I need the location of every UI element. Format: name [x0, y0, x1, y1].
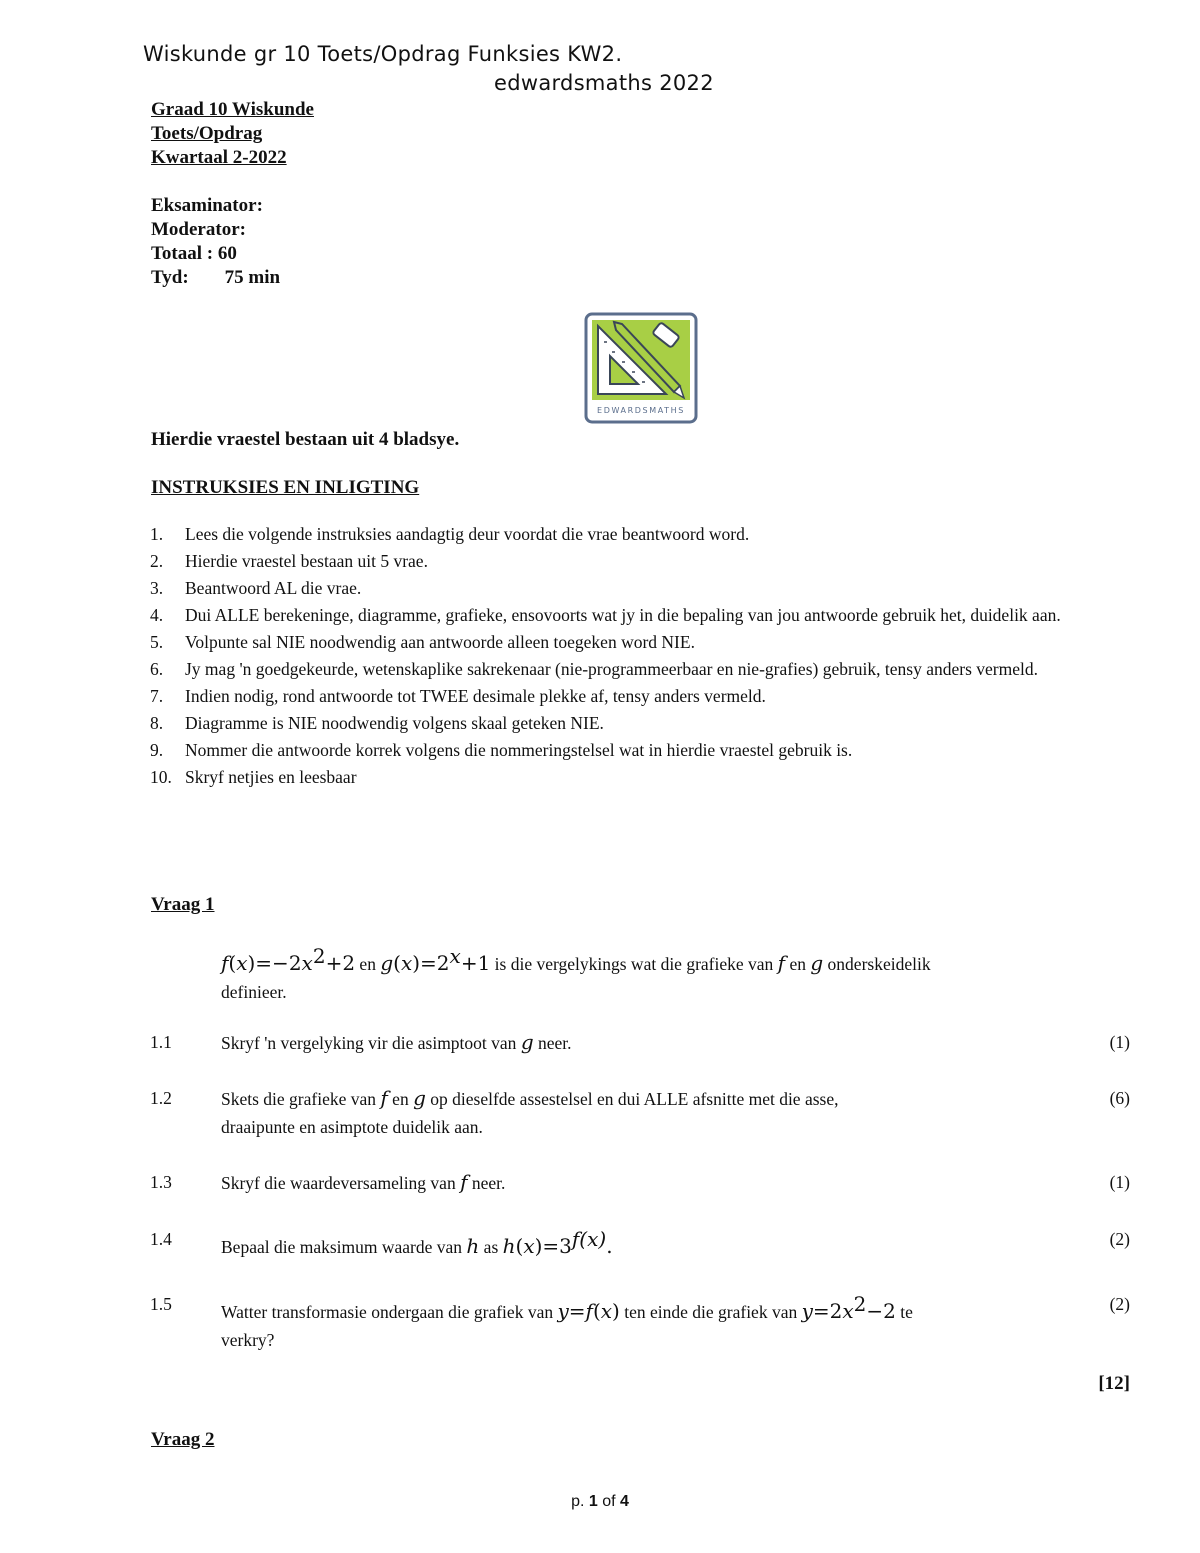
question1-total: [12]: [1098, 1373, 1130, 1394]
logo-text: EDWARDSMATHS: [597, 406, 685, 415]
formula-f: f: [221, 950, 229, 975]
running-header-title: Wiskunde gr 10 Toets/Opdrag Funksies KW2.: [143, 42, 623, 66]
current-page: 1: [588, 1493, 598, 1510]
question2-heading: Vraag 2: [151, 1429, 215, 1450]
marks: (2): [1109, 1294, 1130, 1314]
title-line-type: Toets/Opdrag: [151, 123, 263, 144]
page-footer: p. 1 of 4: [571, 1493, 629, 1510]
total-marks: Totaal : 60: [151, 243, 237, 264]
instruction-item: 6. Jy mag 'n goedgekeurde, wetenskaplike sakrekenaar (nie-programmeerbaar en nie-grafies) gebruik, tensy anders vermeld.: [150, 659, 1038, 679]
time-value: 75 min: [224, 267, 281, 288]
marks: (6): [1109, 1088, 1130, 1108]
instruction-item: 2. Hierdie vraestel bestaan uit 5 vrae.: [150, 551, 428, 571]
time-label: Tyd:: [151, 267, 189, 288]
instruction-item: 1. Lees die volgende instruksies aandagtig deur voordat die vrae beantwoord word.: [150, 524, 750, 544]
instruction-item: 3. Beantwoord AL die vrae.: [150, 578, 362, 598]
instruction-item: 7. Indien nodig, rond antwoorde tot TWEE desimale plekke af, tensy anders vermeld.: [150, 686, 766, 706]
marks: (1): [1109, 1172, 1130, 1192]
moderator-label: Moderator:: [151, 219, 246, 240]
title-block: [151, 98, 314, 170]
question1-heading: Vraag 1: [151, 894, 215, 915]
title-line-grade: Graad 10 Wiskunde: [151, 99, 314, 120]
time-row: [151, 266, 280, 290]
marks: (2): [1109, 1229, 1130, 1249]
instruction-item: 8. Diagramme is NIE noodwendig volgens skaal geteken NIE.: [150, 713, 604, 733]
instructions-heading: INSTRUKSIES EN INLIGTING: [151, 477, 420, 498]
instruction-item: 10. Skryf netjies en leesbaar: [150, 767, 357, 787]
instruction-item: 4. Dui ALLE berekeninge, diagramme, grafieke, ensovoorts wat jy in die bepaling van jou antwoorde gebruik het, duidelik aan.: [150, 605, 1061, 625]
examiner-label: Eksaminator:: [151, 195, 263, 216]
instruction-item: 9. Nommer die antwoorde korrek volgens die nommeringstelsel wat in hierdie vraestel gebruik is.: [150, 740, 853, 760]
formula-g: g: [380, 950, 394, 975]
total-pages: 4: [620, 1493, 629, 1510]
title-line-term: Kwartaal 2-2022: [151, 147, 287, 168]
edwardsmaths-logo: [584, 312, 698, 424]
exam-details: [151, 194, 280, 290]
marks: (1): [1109, 1032, 1130, 1052]
running-header-subtitle: edwardsmaths 2022: [494, 71, 714, 95]
instructions-list: [150, 521, 1130, 791]
instruction-item: 5. Volpunte sal NIE noodwendig aan antwoorde alleen toegeken word NIE.: [150, 632, 695, 652]
pages-note: Hierdie vraestel bestaan uit 4 bladsye.: [151, 429, 460, 450]
